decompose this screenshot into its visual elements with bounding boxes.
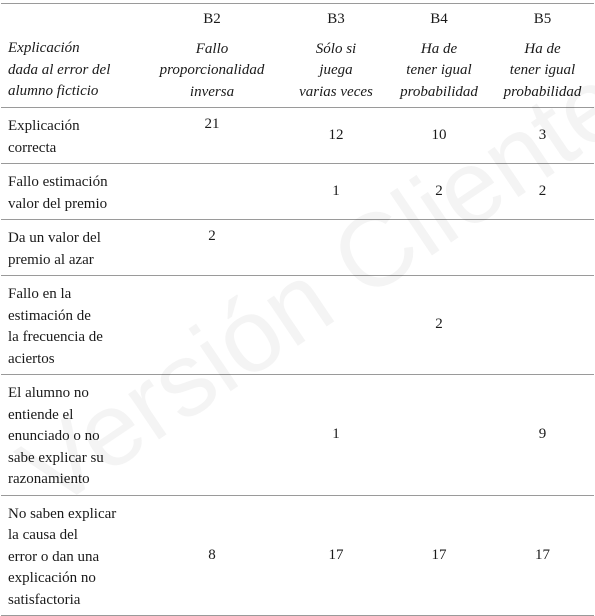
cell-value: 1 <box>285 375 387 496</box>
cell-value <box>285 220 387 276</box>
cell-value <box>387 220 491 276</box>
cell-value <box>491 276 594 375</box>
table-row <box>1 220 594 276</box>
row-label: Da un valor del premio al azar <box>1 220 139 276</box>
row-label: Fallo estimación valor del premio <box>1 164 139 220</box>
column-code: B2 <box>203 11 221 27</box>
cell-value: 21 <box>139 108 285 164</box>
cell-value: 8 <box>139 495 285 616</box>
cell-value <box>387 375 491 496</box>
cell-value: 12 <box>285 108 387 164</box>
cell-value <box>139 164 285 220</box>
column-header-b5 <box>491 4 594 108</box>
cell-value: 17 <box>491 495 594 616</box>
column-description: Fallo proporcionalidad inversa <box>159 40 265 100</box>
cell-value <box>285 276 387 375</box>
column-header-b2 <box>139 4 285 108</box>
column-header-b3 <box>285 4 387 108</box>
cell-value: 17 <box>285 495 387 616</box>
row-label: Explicación correcta <box>1 108 139 164</box>
row-label: El alumno no entiende el enunciado o no sabe explicar su razonamiento <box>1 375 139 496</box>
cell-value: 17 <box>387 495 491 616</box>
cell-value: 9 <box>491 375 594 496</box>
table-row <box>1 375 594 496</box>
table-row <box>1 164 594 220</box>
cell-value <box>139 276 285 375</box>
row-label-header: Explicación dada al error del alumno ficticio <box>1 4 139 108</box>
table-header-row <box>1 4 594 108</box>
table-row <box>1 495 594 616</box>
cell-value: 1 <box>285 164 387 220</box>
cell-value <box>139 375 285 496</box>
column-description: Ha de tener igual probabilidad <box>503 40 582 100</box>
cell-value: 2 <box>387 164 491 220</box>
row-label: Fallo en la estimación de la frecuencia de aciertos <box>1 276 139 375</box>
table-row <box>1 108 594 164</box>
table-row <box>1 276 594 375</box>
column-header-b4 <box>387 4 491 108</box>
row-label: No saben explicar la causa del error o dan una explicación no satisfactoria <box>1 495 139 616</box>
cell-value: 2 <box>491 164 594 220</box>
cell-value: 2 <box>387 276 491 375</box>
cell-value: 2 <box>139 220 285 276</box>
column-code: B3 <box>327 11 345 27</box>
column-description: Ha de tener igual probabilidad <box>400 40 478 100</box>
cell-value: 3 <box>491 108 594 164</box>
column-code: B5 <box>533 11 552 27</box>
cell-value <box>491 220 594 276</box>
column-description: Sólo si juega varias veces <box>299 40 373 100</box>
results-table <box>1 3 594 616</box>
column-code: B4 <box>430 11 448 27</box>
cell-value: 10 <box>387 108 491 164</box>
